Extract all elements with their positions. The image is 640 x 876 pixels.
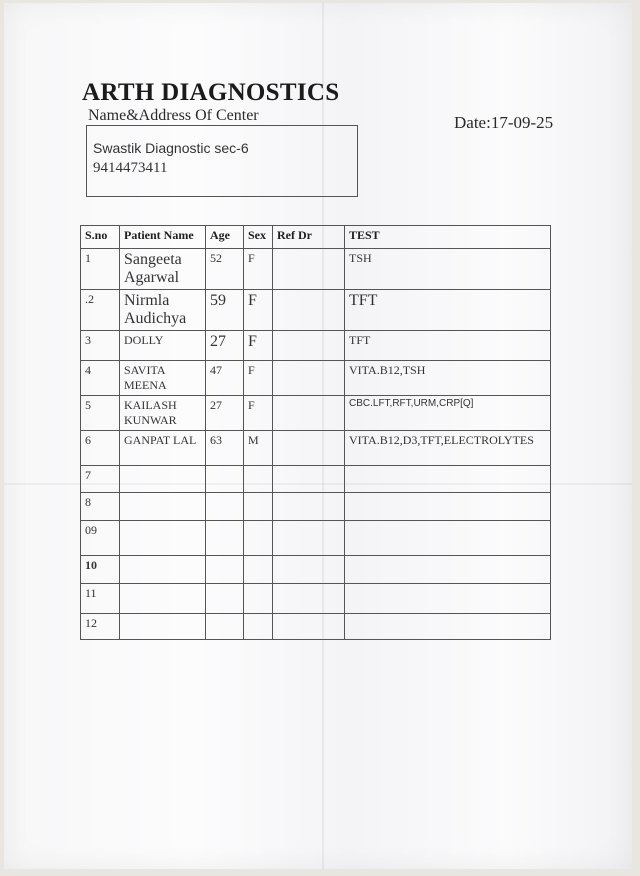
- cell-age: [206, 521, 244, 556]
- table-header-row: [81, 226, 551, 249]
- cell-patient-name: SAVITA MEENA: [120, 361, 206, 396]
- paper-sheet: [4, 3, 632, 869]
- table-row: [81, 331, 551, 361]
- cell-age: [206, 614, 244, 640]
- cell-patient-name: [120, 466, 206, 493]
- column-header-ref-dr: Ref Dr: [273, 226, 345, 249]
- center-name: Swastik Diagnostic sec-6: [93, 140, 249, 156]
- cell-test: VITA.B12,TSH: [345, 361, 551, 396]
- column-header-patient-name: Patient Name: [120, 226, 206, 249]
- cell-age: [206, 584, 244, 614]
- cell-sex: [244, 493, 273, 521]
- cell-ref-dr: [273, 556, 345, 584]
- cell-ref-dr: [273, 396, 345, 431]
- cell-patient-name: Sangeeta Agarwal: [120, 249, 206, 290]
- table-row: [81, 361, 551, 396]
- cell-sex: F: [244, 331, 273, 361]
- cell-age: 27: [206, 396, 244, 431]
- cell-patient-name: GANPAT LAL: [120, 431, 206, 466]
- cell-sno: 1: [81, 249, 120, 290]
- cell-ref-dr: [273, 361, 345, 396]
- cell-sex: [244, 584, 273, 614]
- table-row: [81, 249, 551, 290]
- cell-patient-name: [120, 521, 206, 556]
- cell-sno: 11: [81, 584, 120, 614]
- cell-ref-dr: [273, 493, 345, 521]
- cell-age: 47: [206, 361, 244, 396]
- cell-patient-name: KAILASH KUNWAR: [120, 396, 206, 431]
- cell-test: TSH: [345, 249, 551, 290]
- cell-age: 63: [206, 431, 244, 466]
- center-phone: 9414473411: [93, 160, 168, 176]
- cell-sex: M: [244, 431, 273, 466]
- cell-age: 59: [206, 290, 244, 331]
- cell-sno: 3: [81, 331, 120, 361]
- table-row: [81, 466, 551, 493]
- column-header-age: Age: [206, 226, 244, 249]
- cell-test: [345, 466, 551, 493]
- cell-sex: [244, 466, 273, 493]
- table-row: [81, 290, 551, 331]
- date-label: Date:17-09-25: [454, 113, 554, 132]
- cell-patient-name: [120, 556, 206, 584]
- cell-ref-dr: [273, 431, 345, 466]
- cell-test: CBC.LFT,RFT,URM,CRP[Q]: [345, 396, 551, 431]
- table-row: [81, 521, 551, 556]
- cell-sno: 4: [81, 361, 120, 396]
- cell-age: [206, 493, 244, 521]
- table-row: [81, 556, 551, 584]
- cell-ref-dr: [273, 521, 345, 556]
- cell-sno: 12: [81, 614, 120, 640]
- table-row: [81, 493, 551, 521]
- page-title: ARTH DIAGNOSTICS: [82, 79, 340, 106]
- cell-sno: 8: [81, 493, 120, 521]
- center-label: Name&Address Of Center: [88, 107, 259, 124]
- cell-sex: F: [244, 249, 273, 290]
- center-address-box: [86, 125, 358, 197]
- cell-age: 27: [206, 331, 244, 361]
- cell-sno: 6: [81, 431, 120, 466]
- cell-test: [345, 493, 551, 521]
- patient-table: [80, 225, 551, 640]
- cell-test: [345, 521, 551, 556]
- cell-ref-dr: [273, 331, 345, 361]
- cell-sno: 09: [81, 521, 120, 556]
- cell-test: [345, 614, 551, 640]
- cell-ref-dr: [273, 466, 345, 493]
- cell-test: TFT: [345, 290, 551, 331]
- column-header-test: TEST: [345, 226, 551, 249]
- table-row: [81, 396, 551, 431]
- cell-sno: 10: [81, 556, 120, 584]
- table-row: [81, 584, 551, 614]
- cell-sex: [244, 521, 273, 556]
- cell-patient-name: DOLLY: [120, 331, 206, 361]
- cell-patient-name: Nirmla Audichya: [120, 290, 206, 331]
- cell-sno: .2: [81, 290, 120, 331]
- cell-test: TFT: [345, 331, 551, 361]
- cell-sex: F: [244, 396, 273, 431]
- cell-sex: [244, 614, 273, 640]
- cell-sno: 5: [81, 396, 120, 431]
- cell-test: VITA.B12,D3,TFT,ELECTROLYTES: [345, 431, 551, 466]
- cell-sex: F: [244, 361, 273, 396]
- cell-age: [206, 466, 244, 493]
- cell-ref-dr: [273, 614, 345, 640]
- cell-sex: [244, 556, 273, 584]
- table-row: [81, 614, 551, 640]
- cell-test: [345, 556, 551, 584]
- cell-patient-name: [120, 614, 206, 640]
- cell-age: 52: [206, 249, 244, 290]
- cell-patient-name: [120, 493, 206, 521]
- cell-patient-name: [120, 584, 206, 614]
- table-row: [81, 431, 551, 466]
- cell-sex: F: [244, 290, 273, 331]
- cell-test: [345, 584, 551, 614]
- cell-ref-dr: [273, 249, 345, 290]
- cell-age: [206, 556, 244, 584]
- column-header-sex: Sex: [244, 226, 273, 249]
- cell-ref-dr: [273, 584, 345, 614]
- cell-ref-dr: [273, 290, 345, 331]
- cell-sno: 7: [81, 466, 120, 493]
- column-header-sno: S.no: [81, 226, 120, 249]
